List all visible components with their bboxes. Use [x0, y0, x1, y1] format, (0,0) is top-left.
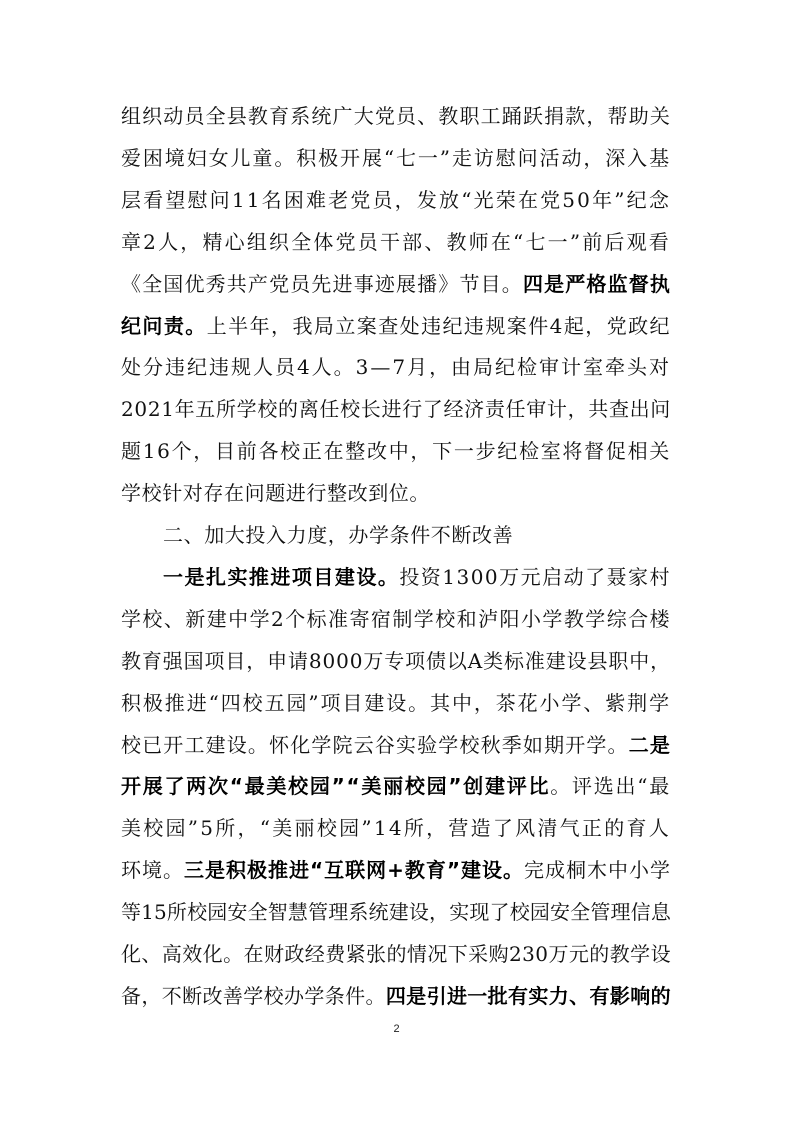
text-line	[0, 351, 793, 391]
text-line	[0, 603, 793, 643]
text-line	[0, 687, 793, 727]
text-segment: 题16个，目前各校正在整改中，下一步纪检室将督促相关	[121, 439, 671, 464]
bold-text-segment: 三是积极推进“互联网+教育”建设。	[184, 858, 525, 883]
text-line	[0, 393, 793, 433]
text-segment: 等15所校园安全智慧管理系统建设，实现了校园安全管理信息	[121, 900, 671, 925]
text-line	[0, 435, 793, 475]
text-line	[0, 310, 793, 350]
text-segment: 环境。	[121, 858, 184, 883]
text-line	[0, 896, 793, 936]
text-segment: 美校园”5所，“美丽校园”14所，营造了风清气正的育人	[121, 816, 671, 841]
text-segment: 学校、新建中学2个标准寄宿制学校和泸阳小学教学综合楼	[121, 606, 671, 631]
bold-text-segment: 开展了两次“最美校园”“美丽校园”创建评比	[121, 774, 551, 799]
text-line	[0, 142, 793, 182]
bold-text-segment: 四是严格监督执	[522, 271, 672, 296]
bold-text-segment: 二是	[628, 732, 672, 757]
text-line	[0, 645, 793, 685]
text-segment: 完成桐木中小学	[524, 858, 672, 883]
text-segment: 二、加大投入力度，办学条件不断改善	[163, 523, 514, 547]
text-line	[0, 268, 793, 308]
text-segment: 积极推进“四校五园”项目建设。其中，茶花小学、紫荆学	[121, 690, 671, 715]
text-segment: 上半年，我局立案查处违纪违规案件4起，党政纪	[206, 313, 671, 338]
text-line	[0, 100, 793, 140]
bold-text-segment: 四是引进一批有实力、有影响的	[385, 983, 672, 1008]
text-segment: 层看望慰问11名困难老党员，发放“光荣在党50年”纪念	[121, 187, 671, 212]
text-line	[0, 938, 793, 978]
text-segment: 2021年五所学校的离任校长进行了经济责任审计，共查出问	[121, 397, 671, 422]
text-segment: 教育强国项目，申请8000万专项债以A类标准建设县职中，	[121, 648, 671, 673]
text-line	[0, 770, 793, 810]
text-segment: 章2人，精心组织全体党员干部、教师在“七一”前后观看	[121, 229, 671, 254]
bold-text-segment: 纪问责。	[121, 313, 207, 338]
text-segment: 学校针对存在问题进行整改到位。	[121, 481, 430, 506]
text-segment: 爱困境妇女儿童。积极开展“七一”走访慰问活动，深入基	[121, 145, 671, 170]
text-line	[0, 729, 793, 769]
text-segment: 化、高效化。在财政经费紧张的情况下采购230万元的教学设	[121, 942, 671, 966]
text-line	[0, 854, 793, 894]
text-line	[0, 477, 793, 517]
text-segment: 。评选出“最	[550, 774, 671, 799]
text-line	[0, 184, 793, 224]
text-segment: 备，不断改善学校办学条件。	[121, 983, 386, 1008]
text-line	[0, 226, 793, 266]
page-number: 2	[393, 1023, 400, 1035]
text-line	[0, 561, 793, 601]
text-line	[0, 519, 793, 559]
text-segment: 组织动员全县教育系统广大党员、教职工踊跃捐款，帮助关	[121, 104, 671, 128]
text-segment: 投资1300万元启动了聂家村	[399, 564, 671, 589]
text-line	[0, 980, 793, 1020]
text-segment: 校已开工建设。怀化学院云谷实验学校秋季如期开学。	[121, 732, 629, 757]
text-line	[0, 812, 793, 852]
bold-text-segment: 一是扎实推进项目建设。	[163, 564, 400, 589]
text-segment: 处分违纪违规人员4人。3—7月，由局纪检审计室牵头对	[121, 355, 671, 380]
text-segment: 《全国优秀共产党员先进事迹展播》节目。	[121, 271, 523, 296]
